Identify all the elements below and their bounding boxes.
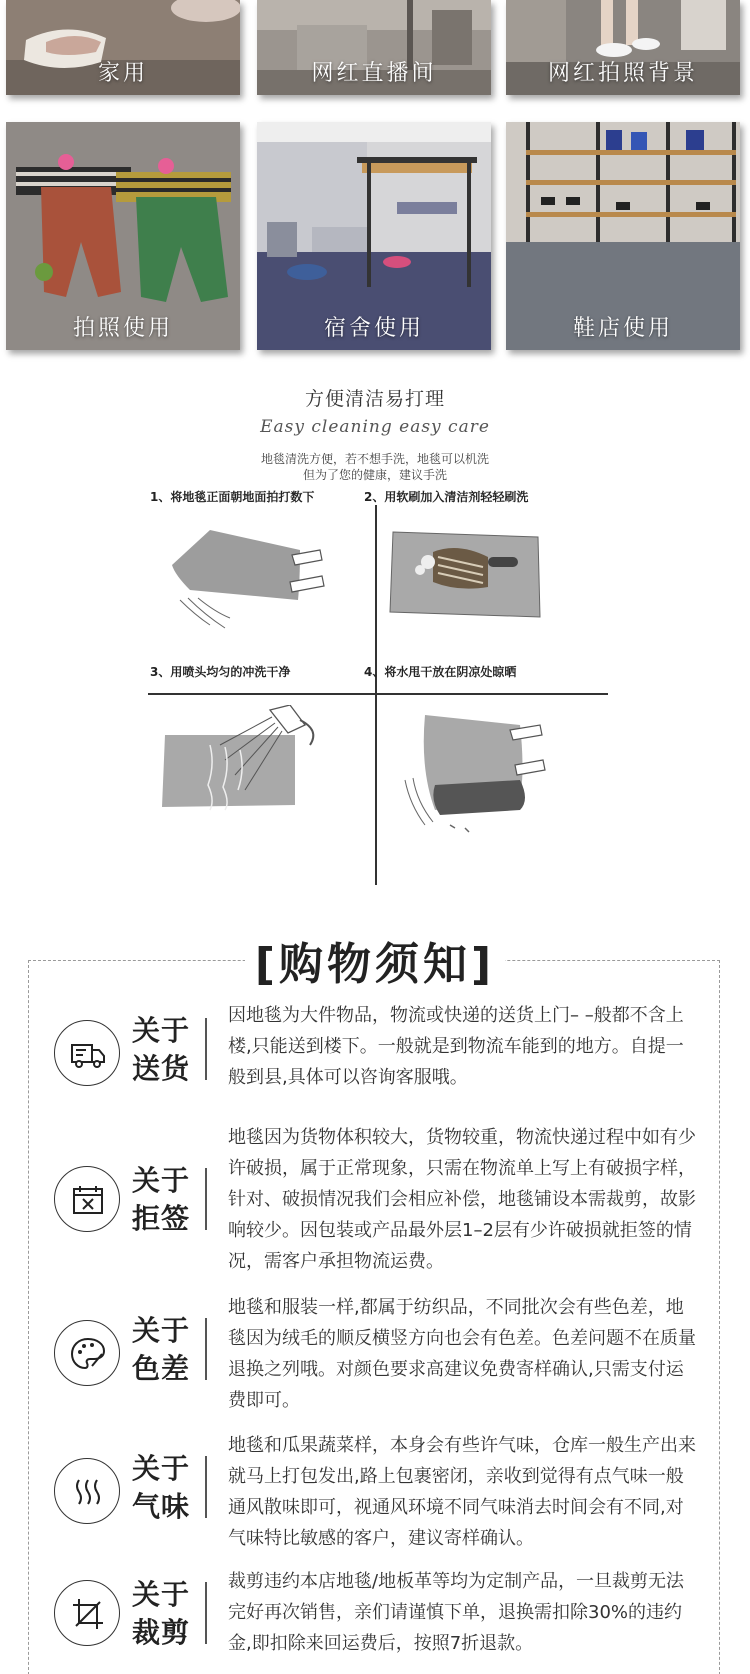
steps-divider-vertical <box>375 505 377 885</box>
photo-caption: 家用 <box>97 61 148 86</box>
cleaning-steps-grid <box>150 490 600 885</box>
scene-photo-grid <box>0 0 750 360</box>
heading-line: 关于 <box>132 1452 191 1485</box>
notice-item-heading <box>132 1576 192 1652</box>
heading-line: 气味 <box>132 1490 191 1523</box>
photo-photography <box>6 122 240 350</box>
photo-influencer-backdrop <box>506 0 740 95</box>
heading-line: 关于 <box>132 1578 191 1611</box>
delivery-truck-icon <box>54 1020 120 1086</box>
cleaning-title: 方便清洁易打理 <box>304 388 445 410</box>
notice-item-heading <box>132 1162 192 1238</box>
heading-divider <box>205 1018 207 1080</box>
photo-caption: 网红直播间 <box>311 61 437 86</box>
step-label: 1、将地毯正面朝地面拍打数下 <box>150 490 315 504</box>
notice-item-heading <box>132 1012 192 1088</box>
cleaning-header <box>0 384 750 483</box>
heading-divider <box>205 1582 207 1644</box>
dry-rug-illustration <box>395 710 565 840</box>
photo-caption: 网红拍照背景 <box>547 61 698 86</box>
odor-waves-icon <box>54 1458 120 1524</box>
heading-line: 关于 <box>132 1314 191 1347</box>
heading-divider <box>205 1456 207 1518</box>
cleaning-desc-line: 地毯清洗方便，若不想手洗，地毯可以机洗 <box>260 452 489 466</box>
notice-item-text: 地毯和瓜果蔬菜样，本身会有些许气味，仓库一般生产出来就马上打包发出,路上包裹密闭，亲收到觉得有点气味一般通风散味即可，视通风环境不同气味消去时间会有不同,对气味特比敏感的客户，建议寄样确认。 <box>228 1435 696 1549</box>
heading-line: 送货 <box>132 1052 191 1085</box>
notice-item-heading <box>132 1450 192 1526</box>
photo-dormitory <box>257 122 491 350</box>
heading-line: 关于 <box>132 1164 191 1197</box>
step-label: 2、用软刷加入清洁剂轻轻刷洗 <box>364 490 529 504</box>
notice-item-text: 裁剪违约本店地毯/地板革等均为定制产品，一旦裁剪无法完好再次销售，亲们请谨慎下单，退换需扣除30%的违约金,即扣除来回运费后，按照7折退款。 <box>228 1571 685 1654</box>
cleaning-description <box>0 451 750 483</box>
notice-item-text: 地毯和服装一样,都属于纺织品，不同批次会有些色差，地毯因为绒毛的顺反横竖方向也会有色差。色差问题不在质量退换之列哦。对颜色要求高建议免费寄样确认,只需支付运费即可。 <box>228 1297 696 1411</box>
photo-caption: 宿舍使用 <box>323 316 424 341</box>
notice-item-heading <box>132 1312 192 1388</box>
notice-item-text: 地毯因为货物体积较大，货物较重，物流快递过程中如有少许破损，属于正常现象，只需在物流单上写上有破损字样，针对、破损情况我们会相应补偿，地毯铺设本需裁剪，故影响较少。因包装或产品最外层1–2层有少许破损就拒签的情况，需客户承担物流运费。 <box>228 1127 696 1272</box>
crop-icon <box>54 1580 120 1646</box>
steps-divider-horizontal <box>148 693 608 695</box>
cleaning-desc-line: 但为了您的健康，建议手洗 <box>302 468 447 482</box>
heading-line: 拒签 <box>132 1202 191 1235</box>
heading-divider <box>205 1168 207 1230</box>
heading-line: 裁剪 <box>132 1616 191 1649</box>
photo-caption: 鞋店使用 <box>572 316 673 341</box>
heading-divider <box>205 1318 207 1380</box>
shake-rug-illustration <box>170 520 340 635</box>
brush-rug-illustration <box>388 527 548 632</box>
rinse-rug-illustration <box>160 705 340 820</box>
photo-caption: 拍照使用 <box>72 316 173 341</box>
color-palette-icon <box>54 1320 120 1386</box>
photo-home <box>6 0 240 95</box>
notice-title: [购物须知] <box>254 939 496 990</box>
step-label: 3、用喷头均匀的冲洗干净 <box>150 665 291 679</box>
reject-box-icon <box>54 1166 120 1232</box>
cleaning-script-title: Easy cleaning easy care <box>260 417 490 437</box>
photo-livestream-room <box>257 0 491 95</box>
notice-item-text: 因地毯为大件物品，物流或快递的送货上门– –般都不含上楼,只能送到楼下。一般就是到物流车能到的地方。自提一般到县,具体可以咨询客服哦。 <box>228 1005 684 1088</box>
photo-shoe-store <box>506 122 740 350</box>
heading-line: 色差 <box>132 1352 191 1385</box>
step-label: 4、将水甩干放在阴凉处晾晒 <box>364 665 517 679</box>
heading-line: 关于 <box>132 1014 191 1047</box>
